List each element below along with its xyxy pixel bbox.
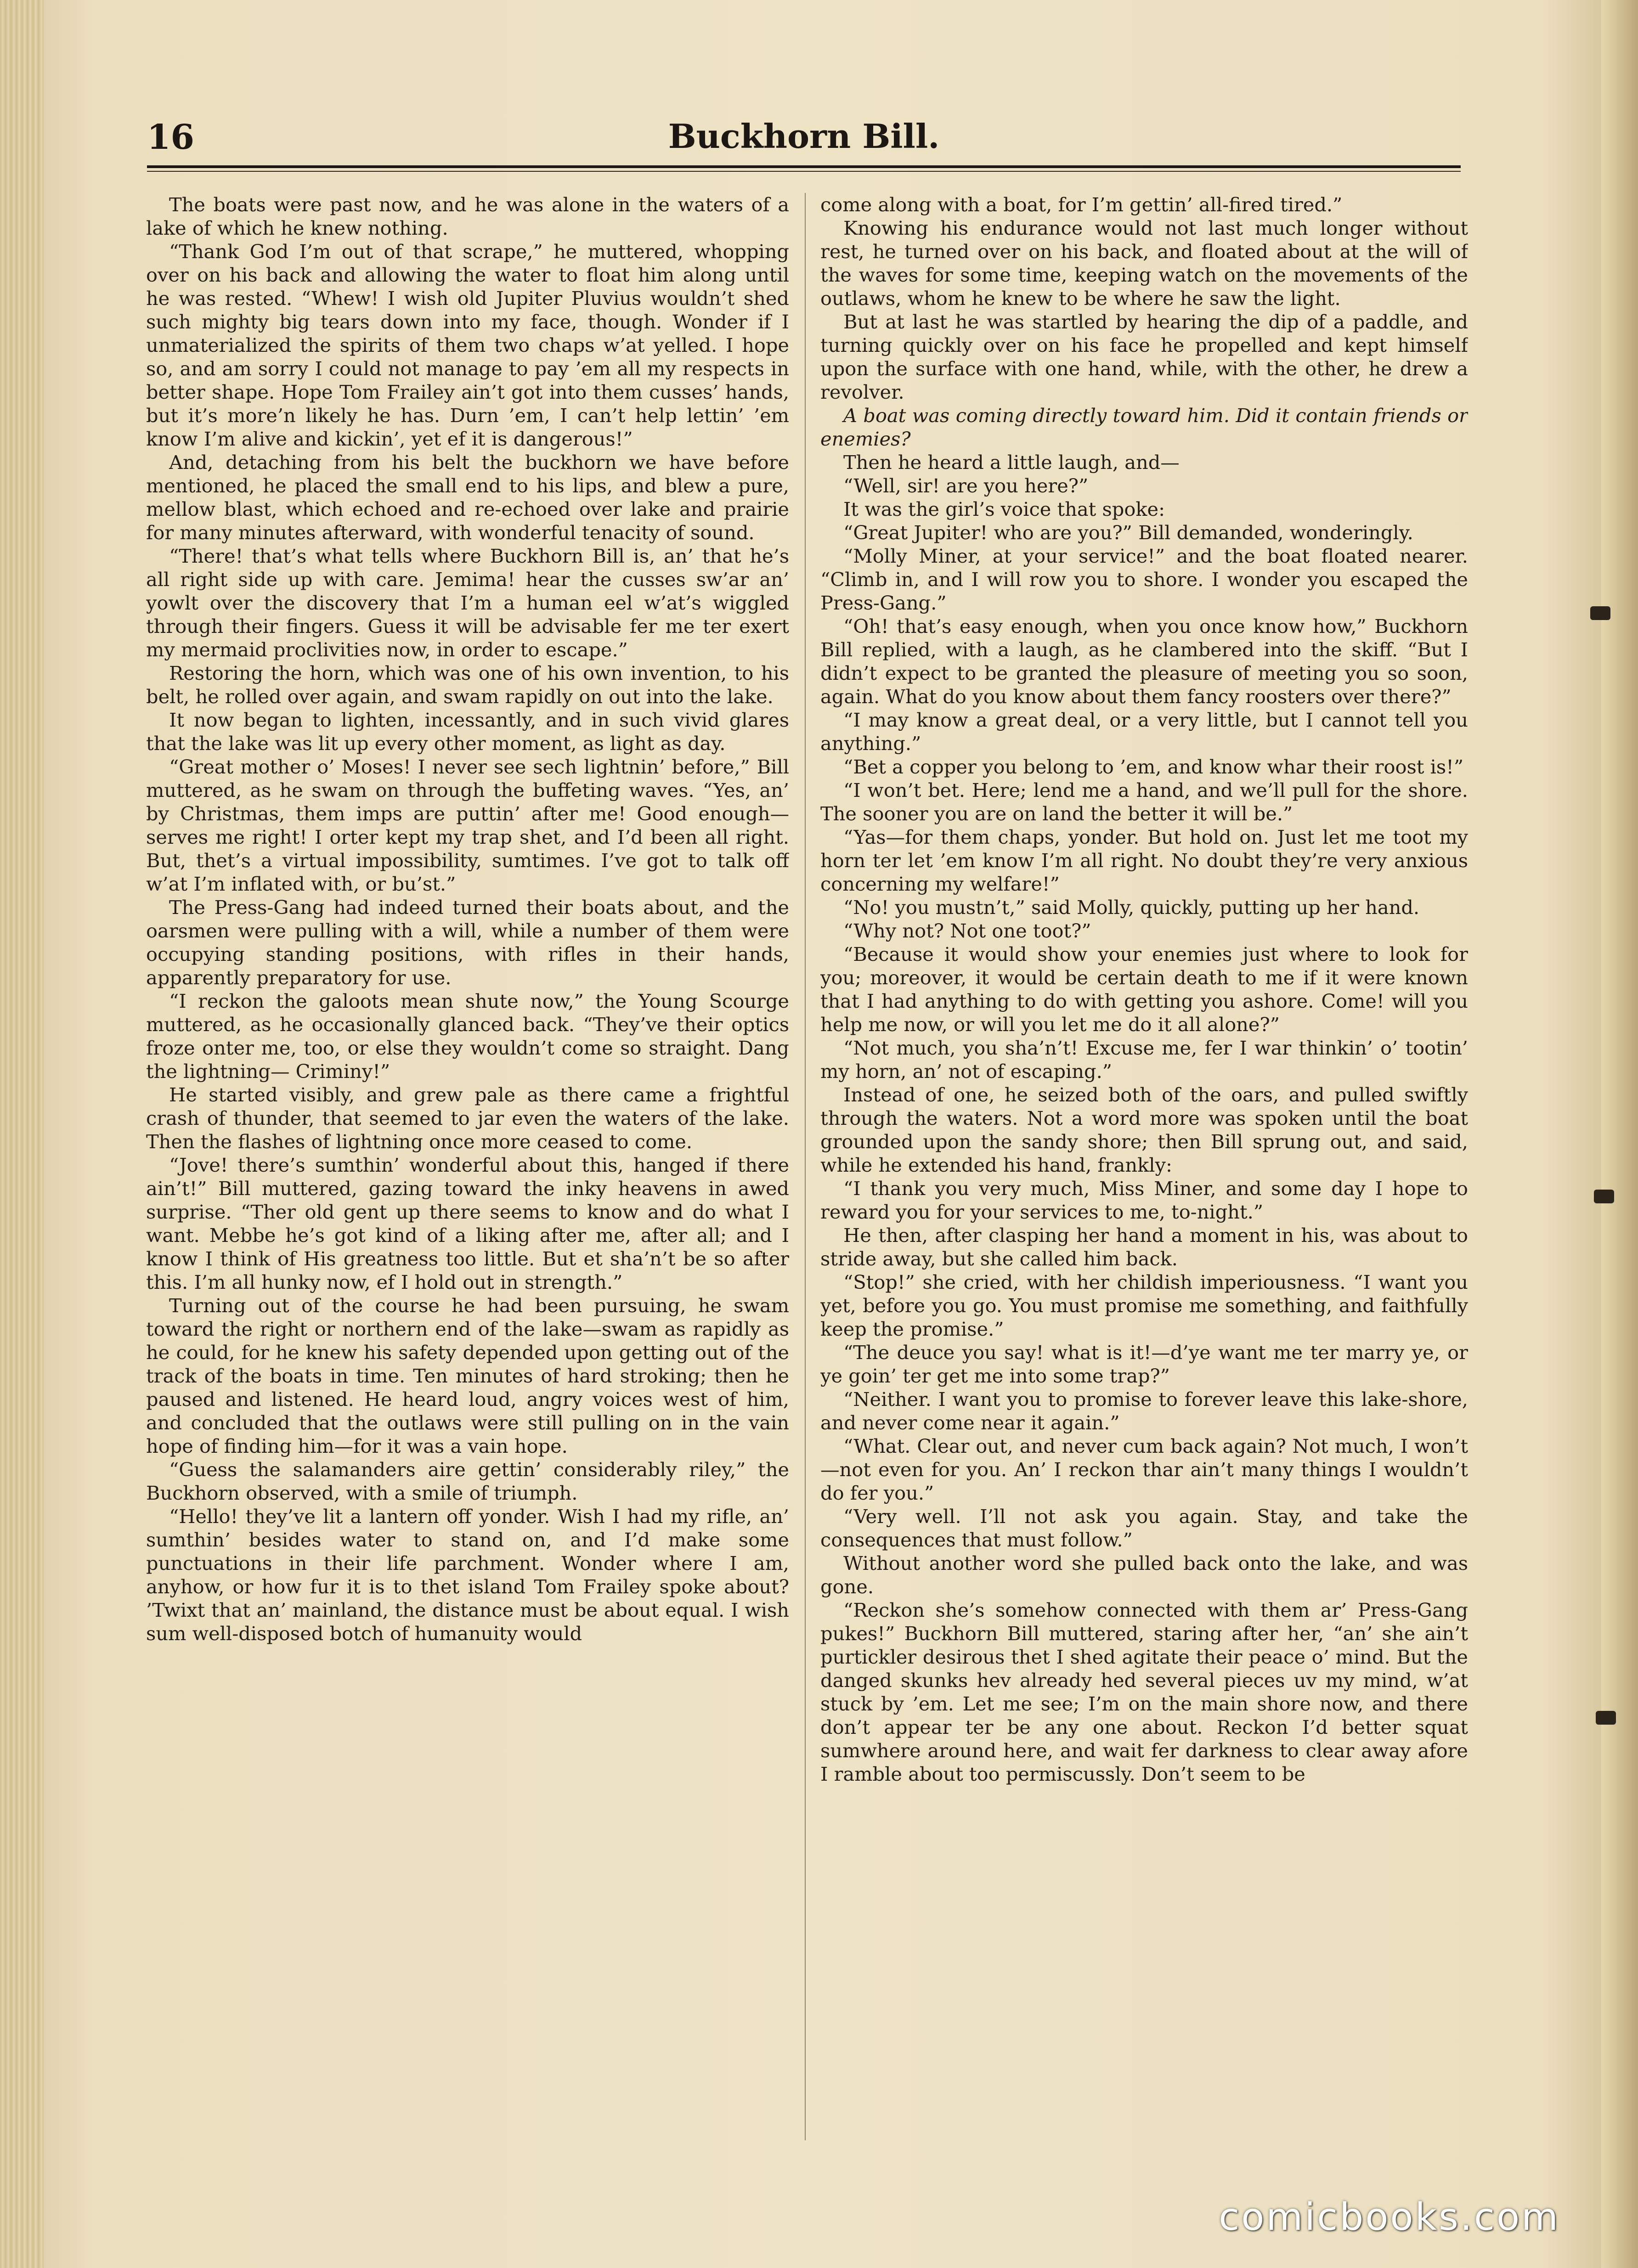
paragraph: “Thank God I’m out of that scrape,” he muttered, whopping over on his back and allowing the water to float him along until he was rested. “Whew! I wish old Jupiter Pluvius wouldn’t shed such mighty big tears down into my face, though. Wonder if I unmaterialized the spirits of them two chaps w’at yelled. I hope so, and am sorry I could not manage to pay ’em all my respects in better shape. Hope Tom Frailey ain’t got into them cusses’ hands, but it’s more’n likely he has. Durn ’em, I can’t help lettin’ ’em know I’m alive and kickin’, yet ef it is dangerous!” [146, 240, 789, 450]
paragraph: And, detaching from his belt the buckhorn we have before mentioned, he placed the small end to his lips, and blew a pure, mellow blast, which echoed and re-echoed over lake and prairie for many minutes afterward, with wonderful tenacity of sound. [146, 451, 789, 544]
paragraph: “There! that’s what tells where Buckhorn Bill is, an’ that he’s all right side up with care. Jemima! hear the cusses sw’ar an’ yowlt over the discovery that I’m a human eel w’at’s wiggled through their fingers. Guess it will be advisable fer me ter exert my mermaid proclivities now, in order to escape.” [146, 545, 789, 661]
paragraph: “Neither. I want you to promise to forever leave this lake-shore, and never come near it again.” [820, 1388, 1468, 1434]
paragraph: The boats were past now, and he was alone in the waters of a lake of which he knew nothing. [146, 193, 789, 239]
page-binding-edge [0, 0, 44, 2268]
watermark-text: comicbooks.com [1219, 2195, 1560, 2239]
paragraph: “Bet a copper you belong to ’em, and know whar their roost is!” [843, 756, 1464, 778]
paragraph: “Very well. I’ll not ask you again. Stay, and take the consequences that must follow.” [820, 1505, 1468, 1551]
paragraph: “Great Jupiter! who are you?” Bill demanded, wonderingly. [843, 521, 1413, 544]
paragraph: “Reckon she’s somehow connected with them ar’ Press-Gang pukes!” Buckhorn Bill muttered, staring after her, “an’ she ain’t purtickler desirous thet I shed agitate their peace o’ mind. But the danged skunks hev already hed several pieces uv my mind, w’at stuck by ’em. Let me see; I’m on the main shore now, and there don’t appear ter be any one about. Reckon I’d better squat sumwhere around here, and wait fer darkness to clear away afore I ramble about too permiscussly. Don’t seem to be [820, 1599, 1468, 1785]
paragraph: “Stop!” she cried, with her childish imperiousness. “I want you yet, before you go. You must promise me something, and faithfully keep the promise.” [820, 1271, 1468, 1340]
paragraph: It now began to lighten, incessantly, and in such vivid glares that the lake was lit up every other moment, as light as day. [146, 709, 789, 755]
paragraph: Instead of one, he seized both of the oars, and pulled swiftly through the waters. Not a word more was spoken until the boat grounded upon the sandy shore; then Bill sprung out, and said, while he extended his hand, frankly: [820, 1083, 1468, 1176]
paragraph: Turning out of the course he had been pursuing, he swam toward the right or northern end of the lake—swam as rapidly as he could, for he knew his safety depended upon getting out of the track of the boats in time. Ten minutes of hard stroking; then he paused and listened. He heard loud, angry voices west of him, and concluded that the outlaws were still pulling on in the vain hope of finding him—for it was a vain hope. [146, 1294, 789, 1457]
paragraph: Without another word she pulled back onto the lake, and was gone. [820, 1552, 1468, 1598]
paragraph: “Well, sir! are you here?” [843, 474, 1089, 497]
page-tab-mark [1590, 606, 1610, 620]
column-divider [805, 193, 806, 2140]
page-number: 16 [147, 118, 194, 157]
right-text-column [820, 193, 1468, 2159]
paragraph: “I reckon the galoots mean shute now,” the Young Scourge muttered, as he occasionally glanced back. “They’ve their optics froze onter me, too, or else they wouldn’t come so straight. Dang the lightning— Criminy!” [146, 990, 789, 1083]
paragraph: “Jove! there’s sumthin’ wonderful about this, hanged if there ain’t!” Bill muttered, gazing toward the inky heavens in awed surprise. “Ther old gent up there seems to know and do what I want. Mebbe he’s got kind of a liking after me, after all; and I know I think of His greatness too little. But et sha’n’t be so after this. I’m all hunky now, ef I hold out in strength.” [146, 1154, 789, 1293]
paragraph: “The deuce you say! what is it!—d’ye want me ter marry ye, or ye goin’ ter get me into some trap?” [820, 1341, 1468, 1387]
paragraph: Knowing his endurance would not last much longer without rest, he turned over on his back, and floated about at the will of the waves for some time, keeping watch on the movements of the outlaws, whom he knew to be where he saw the light. [820, 217, 1468, 310]
paragraph: The Press-Gang had indeed turned their boats about, and the oarsmen were pulling with a will, while a number of them were occupying standing positions, with rifles in their hands, apparently preparatory for use. [146, 896, 789, 989]
header-rule [147, 165, 1461, 168]
paragraph: “Why not? Not one toot?” [843, 920, 1091, 942]
page-header [147, 108, 1461, 168]
paragraph: “Yas—for them chaps, yonder. But hold on. Just let me toot my horn ter let ’em know I’m all right. No doubt they’re very anxious concerning my welfare!” [820, 826, 1468, 895]
left-text-column [146, 193, 789, 2159]
paragraph: “What. Clear out, and never cum back again? Not much, I won’t—not even for you. An’ I reckon thar ain’t many things I wouldn’t do fer you.” [820, 1435, 1468, 1504]
header-rule-thin [147, 171, 1461, 172]
paragraph: “I thank you very much, Miss Miner, and some day I hope to reward you for your services to me, to-night.” [820, 1177, 1468, 1223]
paragraph: “Not much, you sha’n’t! Excuse me, fer I war thinkin’ o’ tootin’ my horn, an’ not of escaping.” [820, 1037, 1468, 1083]
paragraph: “Because it would show your enemies just where to look for you; moreover, it would be certain death to me if it were known that I had anything to do with getting you ashore. Come! will you help me now, or will you let me do it all alone?” [820, 943, 1468, 1036]
paragraph: A boat was coming directly toward him. Did it contain friends or enemies? [820, 404, 1468, 450]
paragraph: Restoring the horn, which was one of his own invention, to his belt, he rolled over again, and swam rapidly on out into the lake. [146, 662, 789, 708]
paragraph: “Guess the salamanders aire gettin’ considerably riley,” the Buckhorn observed, with a smile of triumph. [146, 1458, 789, 1504]
page-right-edge [1601, 0, 1638, 2268]
paragraph: “I won’t bet. Here; lend me a hand, and we’ll pull for the shore. The sooner you are on land the better it will be.” [820, 779, 1468, 825]
paragraph: “Molly Miner, at your service!” and the boat floated nearer. “Climb in, and I will row you to shore. I wonder you escaped the Press-Gang.” [820, 545, 1468, 614]
paragraph: “I may know a great deal, or a very little, but I cannot tell you anything.” [820, 709, 1468, 755]
paragraph: “Oh! that’s easy enough, when you once know how,” Buckhorn Bill replied, with a laugh, as he clambered into the skiff. “But I didn’t expect to be granted the pleasure of meeting you so soon, again. What do you know about them fancy roosters over there?” [820, 615, 1468, 708]
paragraph: come along with a boat, for I’m gettin’ all-fired tired.” [820, 193, 1343, 216]
paragraph: “Great mother o’ Moses! I never see sech lightnin’ before,” Bill muttered, as he swam on through the buffeting waves. “Yes, an’ by Christmas, them imps are puttin’ after me! Good enough—serves me right! I orter kept my trap shet, and I’d been all right. But, thet’s a virtual impossibility, sumtimes. I’ve got to talk off w’at I’m inflated with, or bu’st.” [146, 756, 789, 895]
page-tab-mark [1596, 1711, 1616, 1725]
paragraph: He then, after clasping her hand a moment in his, was about to stride away, but she called him back. [820, 1224, 1468, 1270]
paragraph: He started visibly, and grew pale as there came a frightful crash of thunder, that seemed to jar even the waters of the lake. Then the flashes of lightning once more ceased to come. [146, 1083, 789, 1153]
paragraph: It was the girl’s voice that spoke: [843, 498, 1165, 520]
running-head-title: Buckhorn Bill. [668, 117, 940, 156]
page-tab-mark [1594, 1190, 1614, 1203]
paragraph: But at last he was startled by hearing the dip of a paddle, and turning quickly over on his face he propelled and kept himself upon the surface with one hand, while, with the other, he drew a revolver. [820, 310, 1468, 403]
paragraph: Then he heard a little laugh, and— [843, 451, 1180, 474]
paragraph: “Hello! they’ve lit a lantern off yonder. Wish I had my rifle, an’ sumthin’ besides water to stand on, and I’d make some punctuations in their life parchment. Wonder where I am, anyhow, or how fur it is to thet island Tom Frailey spoke about? ’Twixt that an’ mainland, the distance must be about equal. I wish sum well-disposed botch of humanuity would [146, 1505, 789, 1645]
paragraph: “No! you mustn’t,” said Molly, quickly, putting up her hand. [843, 896, 1420, 919]
